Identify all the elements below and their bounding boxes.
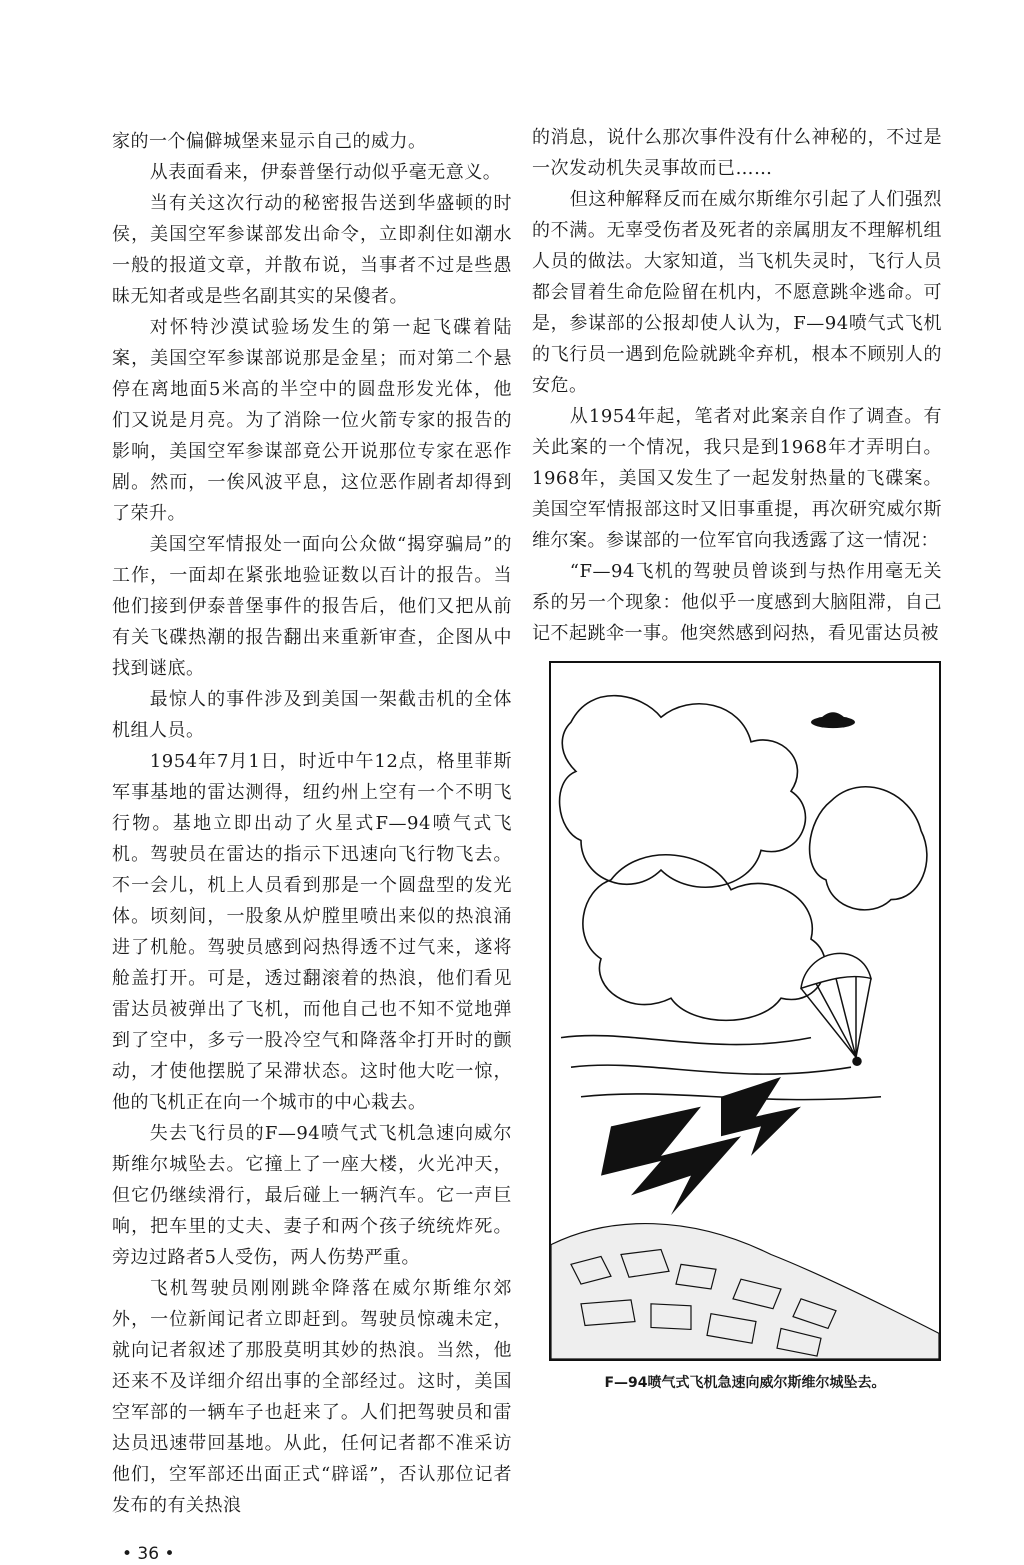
cloud [583,855,826,1021]
paragraph: “F—94飞机的驾驶员曾谈到与热作用毫无关系的另一个现象：他似乎一度感到大脑阻滞，自己记不起跳伞一事。他突然感到闷热，看见雷达员被 [532,561,942,644]
right-text-column [532,122,942,1393]
paragraph: 对怀特沙漠试验场发生的第一起飞碟着陆案，美国空军参谋部说那是金星；而对第二个悬停在离地面5米高的半空中的圆盘形发光体，他们又说是月亮。为了消除一位火箭专家的报告的影响，美国空军参谋部竟公开说那位专家在恶作剧。然而，一俟风波平息，这位恶作剧者却得到了荣升。 [112,317,512,524]
ufo-icon [811,712,855,728]
figure-caption: F—94喷气式飞机急速向威尔斯维尔城坠去。 [604,1375,886,1391]
illustration-drawing [551,663,939,1359]
parachute-icon [801,953,871,1065]
paragraph: 家的一个偏僻城堡来显示自己的威力。 [112,131,427,152]
left-text-column [112,126,512,1565]
paragraph: 美国空军情报处一面向公众做“揭穿骗局”的工作，一面却在紧张地验证数以百计的报告。当他们接到伊泰普堡事件的报告后，他们又把从前有关飞碟热潮的报告翻出来重新审查，企图从中找到谜底。 [112,534,512,679]
paragraph: 飞机驾驶员刚刚跳伞降落在威尔斯维尔郊外，一位新闻记者立即赶到。驾驶员惊魂未定，就向记者叙述了那股莫明其妙的热浪。当然，他还来不及详细介绍出事的全部经过。这时，美国空军部的一辆车子也赶来了。人们把驾驶员和雷达员迅速带回基地。从此，任何记者都不准采访他们，空军部还出面正式“辟谣”，否认那位记者发布的有关热浪 [112,1278,512,1516]
cloud [810,787,927,910]
paragraph: 失去飞行员的F—94喷气式飞机急速向威尔斯维尔城坠去。它撞上了一座大楼，火光冲天，但它仍继续滑行，最后碰上一辆汽车。它一声巨响，把车里的丈夫、妻子和两个孩子统统炸死。旁边过路者5人受伤，两人伤势严重。 [112,1123,512,1268]
paragraph: 但这种解释反而在威尔斯维尔引起了人们强烈的不满。无辜受伤者及死者的亲属朋友不理解机组人员的做法。大家知道，当飞机失灵时，飞行人员都会冒着生命危险留在机内，不愿意跳伞逃命。可是，参谋部的公报却使人认为，F—94喷气式飞机的飞行员一遇到危险就跳伞弃机，根本不顾别人的安危。 [532,189,942,396]
paragraph: 最惊人的事件涉及到美国一架截击机的全体机组人员。 [112,689,512,741]
paragraph: 从表面看来，伊泰普堡行动似乎毫无意义。 [149,162,502,183]
illustration-crashing-jet [549,661,941,1361]
city-below [551,1224,939,1359]
paragraph: 的消息，说什么那次事件没有什么神秘的，不过是一次发动机失灵事故而已…… [532,127,942,179]
cloud [560,696,806,888]
paragraph: 当有关这次行动的秘密报告送到华盛顿的时侯，美国空军参谋部发出命令，立即刹住如潮水一般的报道文章，并散布说，当事者不过是些愚昧无知者或是些名副其实的呆傻者。 [112,193,512,307]
paragraph: 1954年7月1日，时近中午12点，格里菲斯军事基地的雷达测得，纽约州上空有一个不明飞行物。基地立即出动了火星式F—94喷气式飞机。驾驶员在雷达的指示下迅速向飞行物飞去。不一会儿，机上人员看到那是一个圆盘型的发光体。顷刻间，一股象从炉膛里喷出来似的热浪涌进了机舱。驾驶员感到闷热得透不过气来，遂将舱盖打开。可是，透过翻滚着的热浪，他们看见雷达员被弹出了飞机，而他自己也不知不觉地弹到了空中，多亏一股冷空气和降落伞打开时的颤动，才使他摆脱了呆滞状态。这时他大吃一惊，他的飞机正在向一个城市的中心栽去。 [112,751,512,1113]
paragraph: 从1954年起，笔者对此案亲自作了调查。有关此案的一个情况，我只是到1968年才弄明白。1968年，美国又发生了一起发射热量的飞碟案。美国空军情报部这时又旧事重提，再次研究威尔斯维尔案。参谋部的一位军官向我透露了这一情况： [532,406,942,551]
page-number: • 36 • [122,1544,175,1564]
smoke-trail [561,1036,881,1100]
explosion-flash [601,1077,801,1215]
